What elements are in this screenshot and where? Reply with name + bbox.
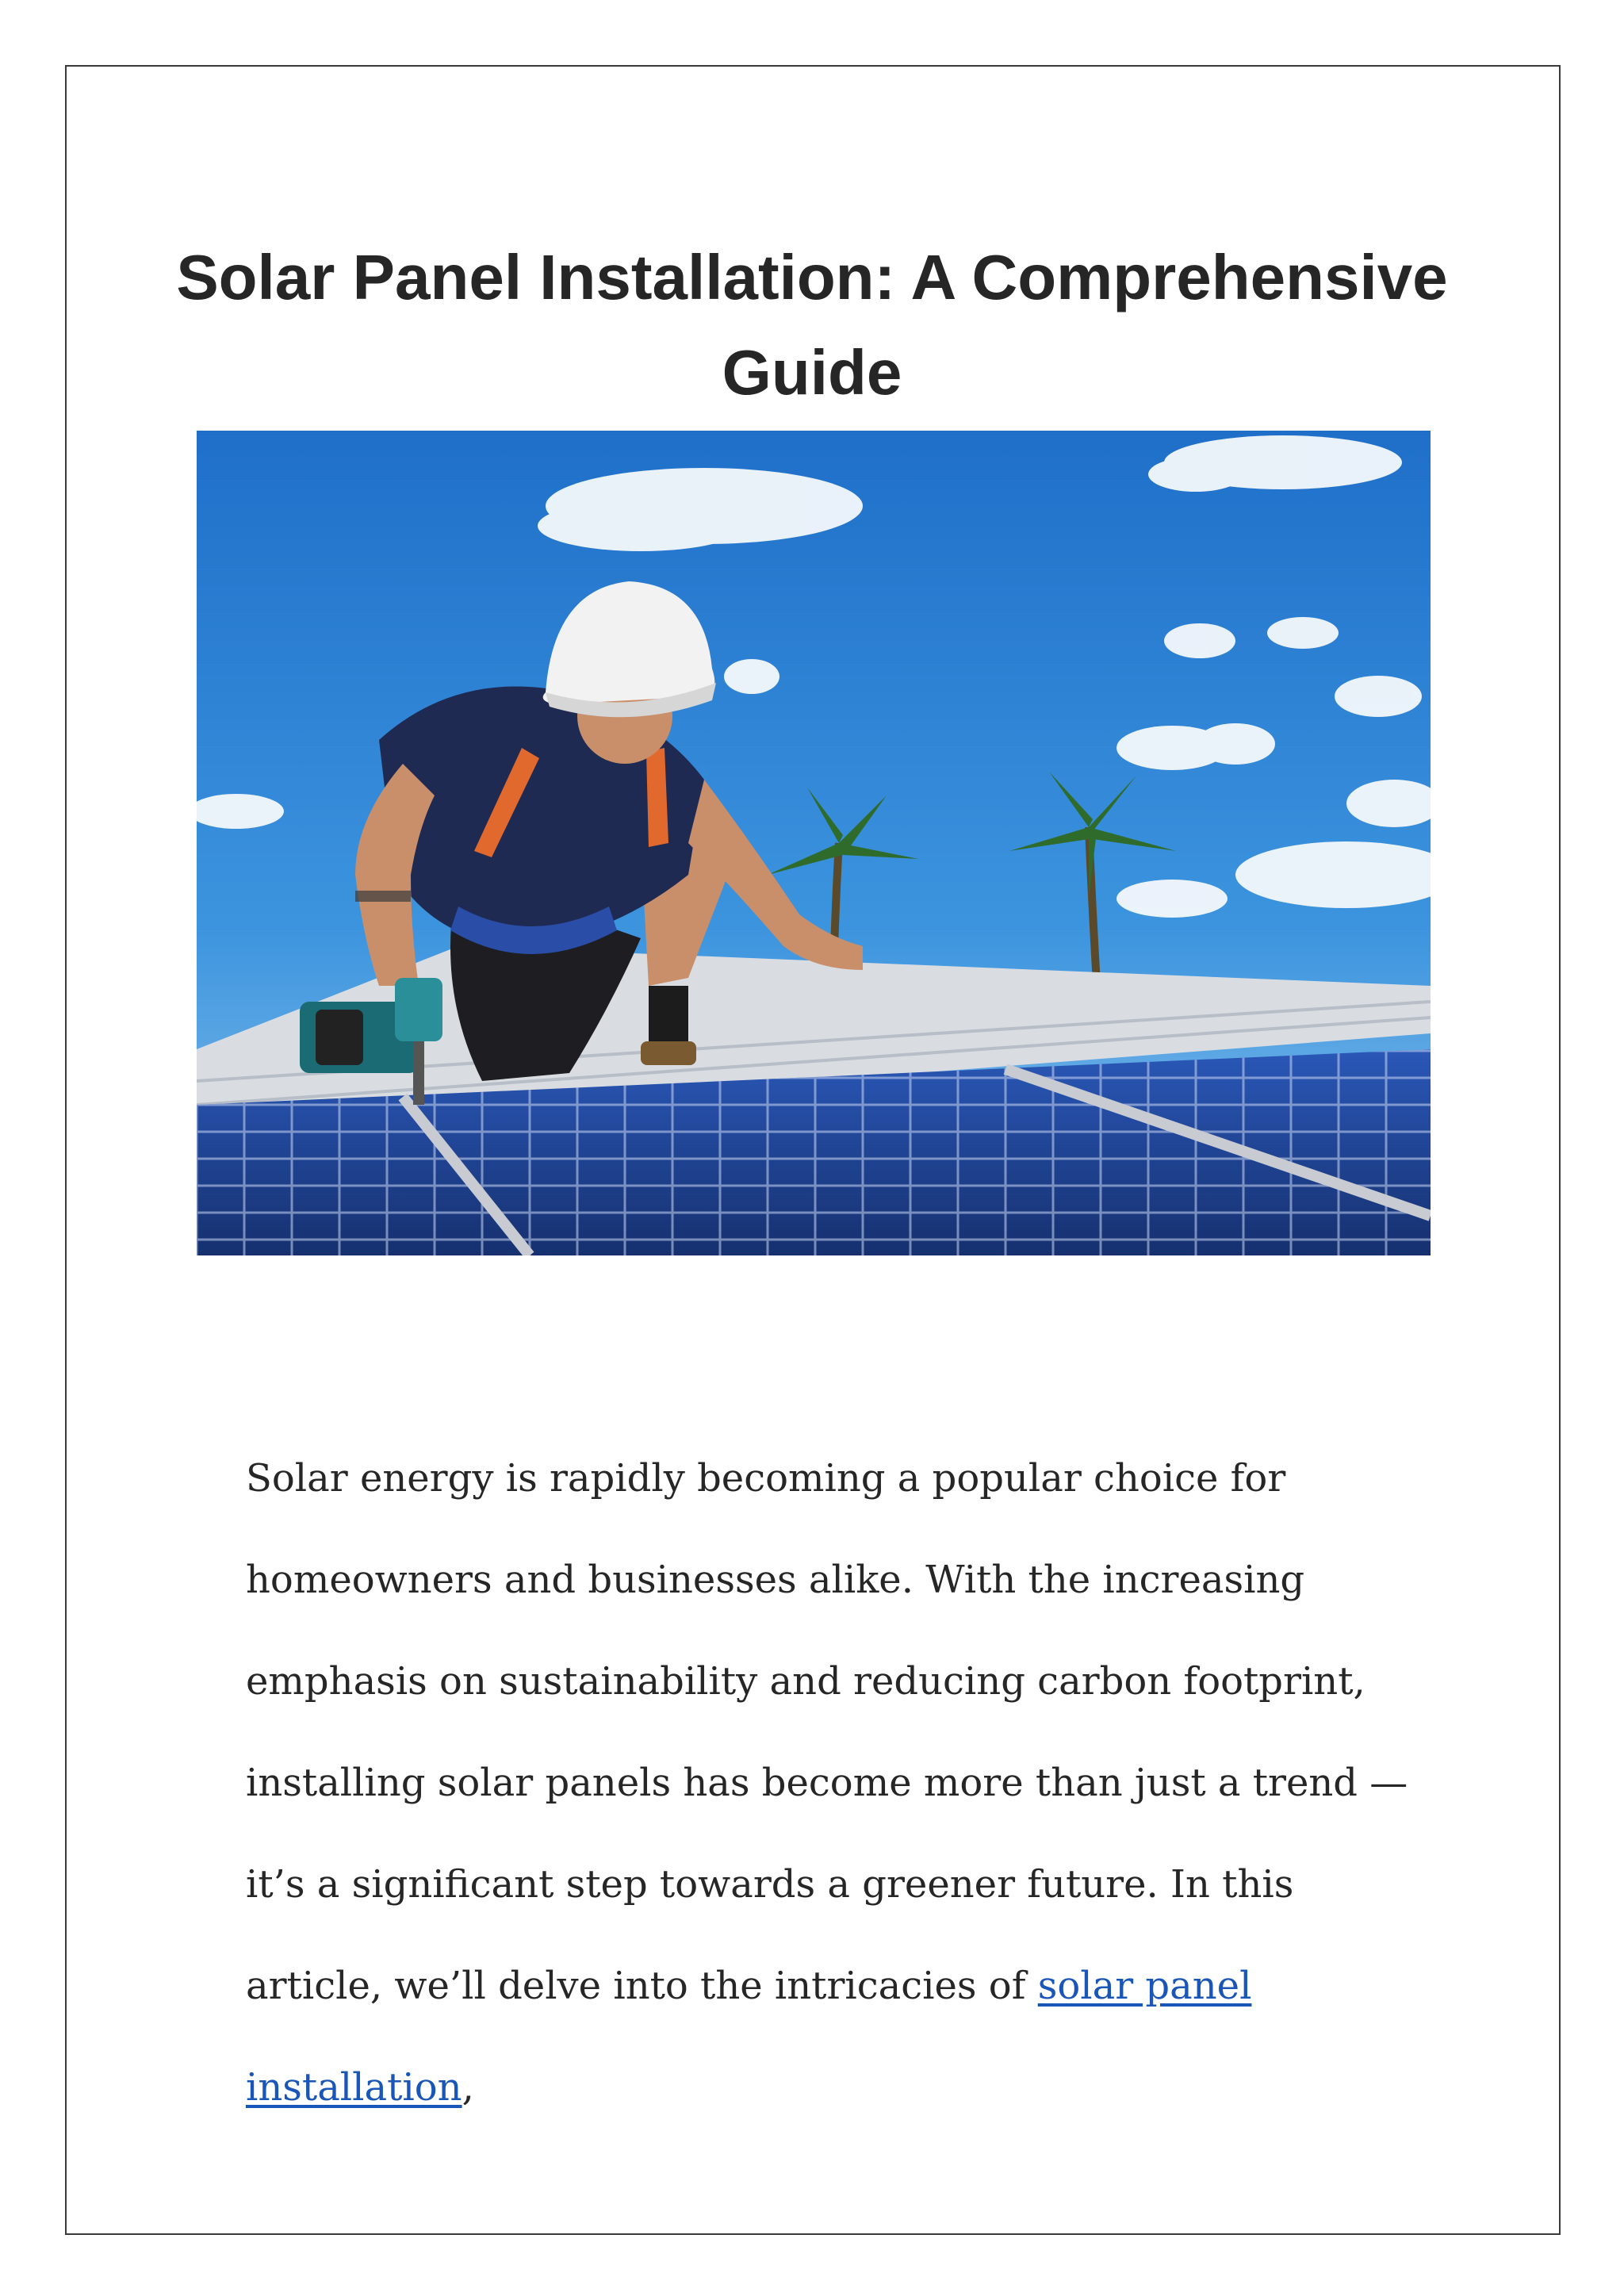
paragraph-text-before-link: Solar energy is rapidly becoming a popular choice for homeowners and businesses alike. With the increasing emphasis on sustainability and reducing carbon footprint, installing solar panels has become more than just a trend — it’s a significant step towards a greener future. In this article, we’ll delve into the intricacies of	[246, 1456, 1408, 2008]
solar-panel-installation-link[interactable]: solar panel installation	[246, 1964, 1252, 2110]
article-intro-paragraph	[246, 1428, 1419, 2138]
hero-image	[197, 431, 1431, 1255]
paragraph-text-after-link: ,	[462, 2065, 474, 2110]
article-title: Solar Panel Installation: A Comprehensive Guide	[176, 242, 1448, 408]
